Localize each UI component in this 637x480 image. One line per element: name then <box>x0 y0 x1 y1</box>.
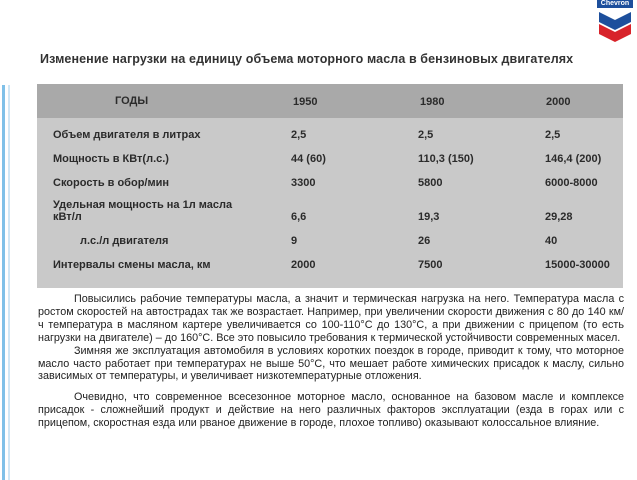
slide-title: Изменение нагрузки на единицу объема моторного масла в бензиновых двигателях <box>40 52 574 66</box>
row-label-specific-power-unit: кВт/л <box>53 211 82 223</box>
cell-volume-1980: 2,5 <box>418 129 434 141</box>
row-label-power: Мощность в КВт(л.с.) <box>53 153 169 165</box>
cell-specific-power-1980: 19,3 <box>418 211 440 223</box>
left-accent-stripe <box>2 85 5 480</box>
cell-specific-power-1950: 6,6 <box>291 211 307 223</box>
logo-wordmark: Chevron <box>597 0 633 8</box>
cell-rpm-2000: 6000-8000 <box>545 177 598 189</box>
cell-power-1980: 110,3 (150) <box>418 153 474 165</box>
cell-oil-interval-2000: 15000-30000 <box>545 259 610 271</box>
paragraph-conclusion: Очевидно, что современное всесезонное моторное масло, основанное на базовом масле и комплексе присадок - сложнейший продукт и действие на него различных факторов эксплуатации (езда в горах или с прицепом, скоростная езда или рваное движение в городе, плохое топливо) оказывают колоссальное влияние. <box>38 391 624 430</box>
row-label-specific-power: Удельная мощность на 1л масла <box>53 199 233 211</box>
cell-volume-1950: 2,5 <box>291 129 307 141</box>
cell-power-2000: 146,4 (200) <box>545 153 602 165</box>
paragraph-winter: Зимняя же эксплуатация автомобиля в условиях коротких поездок в городе, приводит к тому, что моторное масло часто работает при температурах не выше 50°С, что мешает работе химических присадок к маслу, сильно зависимых от температуры, и увеличивает низкотемпературные отложения. <box>38 344 624 383</box>
row-label-rpm: Скорость в обор/мин <box>53 177 170 189</box>
header-label: ГОДЫ <box>115 95 149 107</box>
cell-power-1950: 44 (60) <box>291 153 326 165</box>
header-year-1980: 1980 <box>420 96 445 108</box>
row-label-hp-per-liter: л.с./л двигателя <box>80 235 169 247</box>
header-year-1950: 1950 <box>293 96 318 108</box>
cell-hp-per-liter-2000: 40 <box>545 235 558 247</box>
cell-oil-interval-1950: 2000 <box>291 259 316 271</box>
cell-volume-2000: 2,5 <box>545 129 561 141</box>
cell-oil-interval-1980: 7500 <box>418 259 443 271</box>
cell-rpm-1980: 5800 <box>418 177 443 189</box>
row-label-oil-interval: Интервалы смены масла, км <box>53 259 211 271</box>
left-accent-stripe-light <box>8 85 10 480</box>
row-label-volume: Объем двигателя в литрах <box>53 129 201 141</box>
header-year-2000: 2000 <box>546 96 571 108</box>
paragraph-temperatures: Повысились рабочие температуры масла, а значит и термическая нагрузка на него. Температура масла с ростом скоростей на автострадах так же возрастает. Например, при увеличении скорости движения с 80 до 140 км/ч температура в масляном картере увеличивается со 100-110°С до 130°С, а при движении с прицепом (то есть нагрузки на двигателе) – до 160°С. Все это повысило требования к термической устойчивости современных масел. <box>38 293 624 344</box>
cell-rpm-1950: 3300 <box>291 177 316 189</box>
cell-hp-per-liter-1980: 26 <box>418 235 431 247</box>
body-text <box>38 293 624 430</box>
cell-hp-per-liter-1950: 9 <box>291 235 298 247</box>
cell-specific-power-2000: 29,28 <box>545 211 573 223</box>
